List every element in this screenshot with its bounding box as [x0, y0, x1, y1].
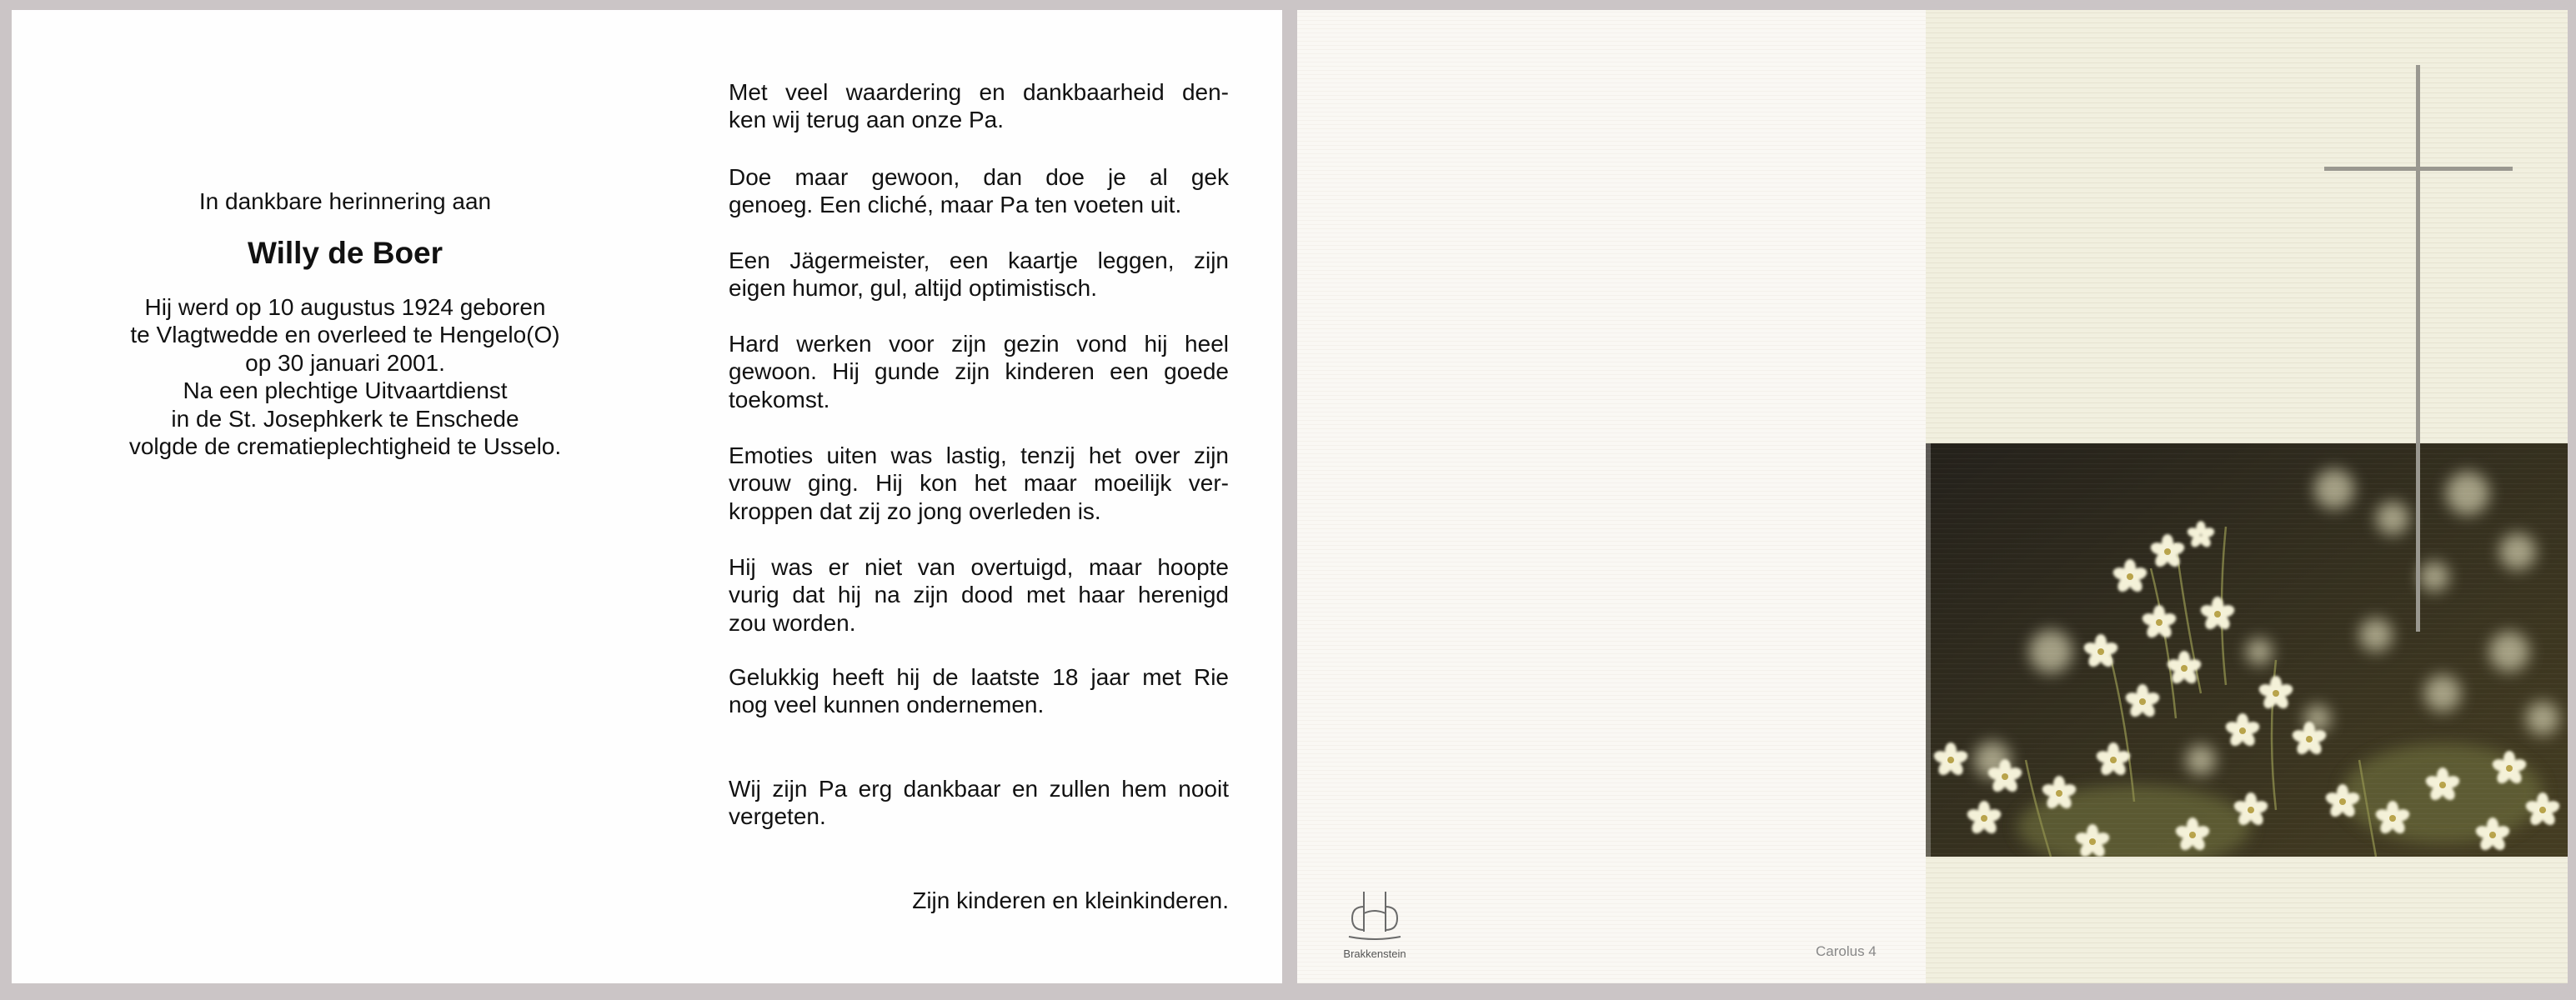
tribute-paragraph [729, 330, 1229, 413]
cover-paper [1297, 10, 1926, 983]
paragraph-line: zou worden. [729, 609, 856, 636]
signoff: Zijn kinderen en kleinkinderen. [912, 888, 1229, 913]
tribute-paragraph [729, 78, 1229, 134]
paragraph-line: eigen humor, gul, altijd optimistisch. [729, 275, 1097, 302]
paragraph-line: nog veel kunnen ondernemen. [729, 692, 1045, 718]
memorial-cover-panel [1297, 10, 2568, 983]
bio-line: te Vlagtwedde en overleed te Hengelo(O) [130, 322, 560, 348]
tribute-paragraph [729, 663, 1229, 719]
paragraph-line: genoeg. Een cliché, maar Pa ten voeten uit. [729, 192, 1182, 218]
cross-vertical-bar [2416, 65, 2420, 632]
bio-line: Na een plechtige Uitvaartdienst [183, 378, 508, 404]
memorial-text-panel [12, 10, 1282, 983]
cross-horizontal-bar [2324, 167, 2513, 171]
paragraph-line: Een Jägermeister, een kaartje leggen, zijn [729, 248, 1229, 273]
biography [78, 293, 612, 460]
intro-text: In dankbare herinnering aan [198, 188, 492, 214]
paragraph-line: ken wij terug aan onze Pa. [729, 107, 1004, 133]
paragraph-line: kroppen dat zij zo jong overleden is. [729, 498, 1101, 524]
publisher-name: Brakkenstein [1343, 948, 1406, 960]
paragraph-line: vergeten. [729, 803, 826, 830]
paragraph-line: Gelukkig heeft hij de laatste 18 jaar met Rie [729, 664, 1229, 690]
bio-line: op 30 januari 2001. [245, 349, 445, 376]
tribute-paragraph [729, 553, 1229, 637]
paragraph-line: Hard werken voor zijn gezin vond hij heel [729, 331, 1229, 357]
paragraph-line: Doe maar gewoon, dan doe je al gek [729, 164, 1229, 190]
paragraph-line: Emoties uiten was lastig, tenzij het over zijn [729, 442, 1229, 468]
paragraph-line: Wij zijn Pa erg dankbaar en zullen hem nooit [729, 776, 1229, 802]
paragraph-line: gewoon. Hij gunde zijn kinderen een goede [729, 358, 1229, 385]
card-model-label: Carolus 4 [1816, 943, 1877, 959]
bio-line: Hij werd op 10 augustus 1924 geboren [144, 294, 546, 320]
publisher-emblem-icon [1346, 888, 1404, 942]
paragraph-line: toekomst. [729, 386, 830, 412]
deceased-name: Willy de Boer [247, 236, 444, 270]
tribute-paragraph [729, 442, 1229, 525]
bio-line: volgde de crematieplechtigheid te Usselo. [128, 433, 562, 460]
paragraph-line: vurig dat hij na zijn dood met haar herenigd [729, 582, 1229, 608]
paragraph-line: Met veel waardering en dankbaarheid den- [729, 79, 1229, 105]
flower-photo [1926, 443, 2568, 857]
paragraph-line: vrouw ging. Hij kon het maar moeilijk ver- [729, 470, 1229, 497]
bio-line: in de St. Josephkerk te Enschede [171, 405, 519, 432]
publisher-logo [1341, 888, 1409, 961]
tribute-paragraph [729, 247, 1229, 302]
paragraph-line: Hij was er niet van overtuigd, maar hoopte [729, 554, 1229, 580]
tribute-paragraph [729, 163, 1229, 219]
tribute-paragraph [729, 775, 1229, 831]
